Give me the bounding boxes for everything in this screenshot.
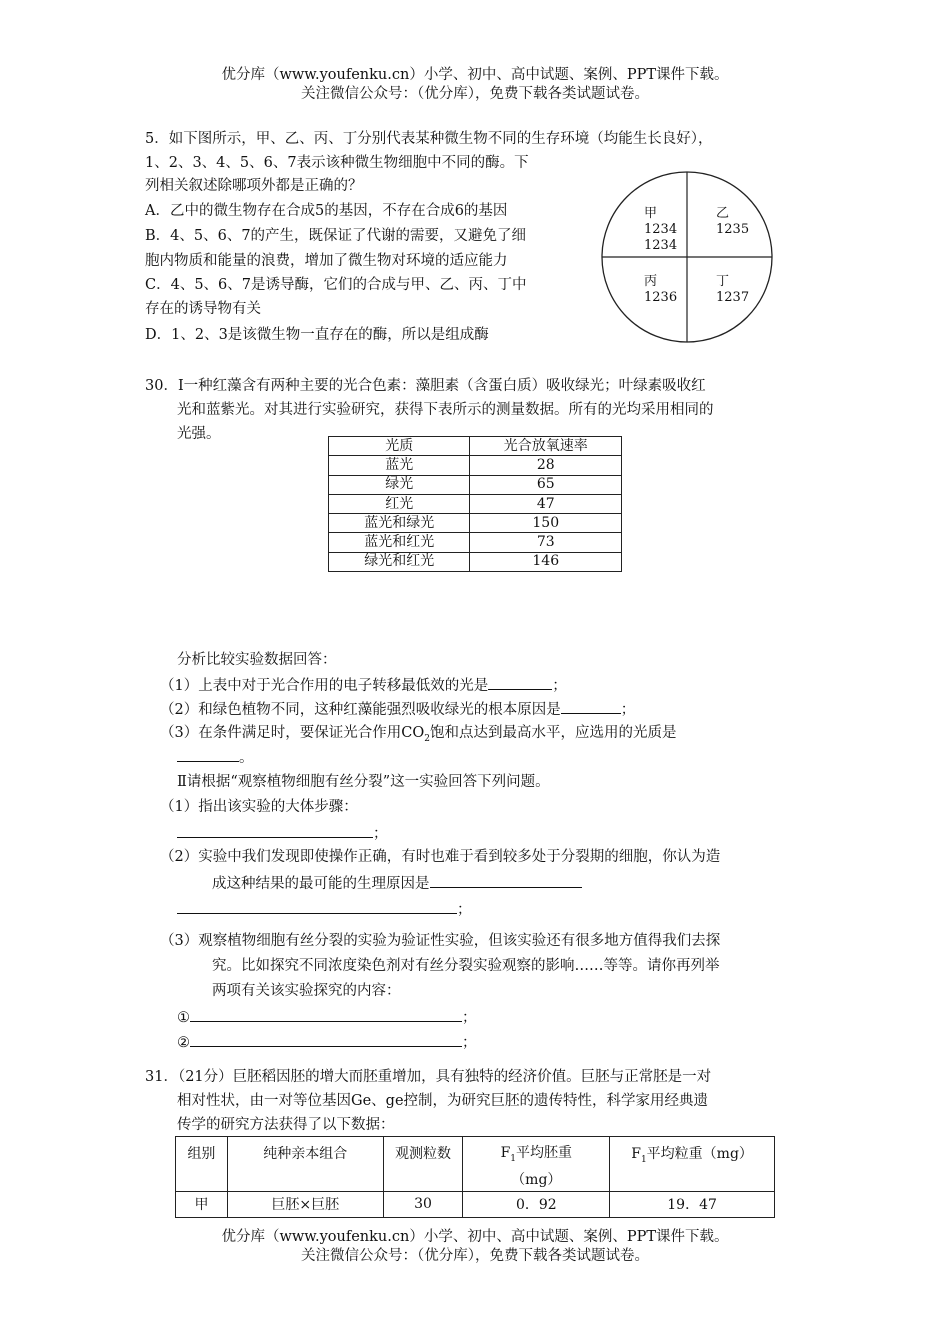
diagram-value-bing: 1236 [644, 290, 678, 305]
table-cell: 绿光 [329, 475, 470, 494]
q30-intro-line-3: 光强。 [177, 426, 221, 442]
q5-stem-line-2: 1、2、3、4、5、6、7表示该种微生物细胞中不同的酶。下 [145, 155, 529, 171]
giant-embryo-table [175, 1136, 775, 1218]
q5-option-b-line-1: B．4、5、6、7的产生，既保证了代谢的需要，又避免了细 [145, 228, 527, 244]
embryo-weight-unit: （mg） [511, 1171, 562, 1188]
table-cell: 47 [470, 494, 622, 513]
table-cell: 蓝光和红光 [329, 533, 470, 552]
table-header-cell: 观测粒数 [383, 1137, 463, 1192]
subscript-2: 2 [424, 733, 430, 744]
q30-part-1-text: （1）上表中对于光合作用的电子转移最低效的光是 [160, 678, 489, 694]
q30-section-ii-title: Ⅱ请根据“观察植物细胞有丝分裂”这一实验回答下列问题。 [177, 774, 550, 790]
diagram-label-ding: 丁 [716, 274, 730, 289]
diagram-value-ding: 1237 [716, 290, 750, 305]
f1-prefix: F [500, 1145, 511, 1161]
answer-blank[interactable] [190, 1006, 462, 1022]
semicolon: ； [462, 1010, 477, 1026]
table-cell: 30 [383, 1191, 463, 1217]
q30-intro-line-1: 30．Ⅰ一种红藻含有两种主要的光合色素：藻胆素（含蛋白质）吸收绿光；叶绿素吸收红 [145, 378, 706, 394]
f1-prefix: F [631, 1146, 641, 1162]
answer-blank[interactable] [430, 872, 582, 888]
semicolon: ； [457, 902, 472, 918]
semicolon: ； [462, 1035, 477, 1051]
table-row [329, 514, 622, 533]
q30-intro-line-2: 光和蓝紫光。对其进行实验研究，获得下表所示的测量数据。所有的光均采用相同的 [177, 402, 714, 418]
q30-part-3-text-a: （3）在条件满足时，要保证光合作用CO [160, 725, 425, 741]
answer-blank[interactable] [177, 822, 373, 838]
q30-ii-part-3-line-2: 究。比如探究不同浓度染色剂对有丝分裂实验观察的影响……等等。请你再列举 [212, 958, 720, 974]
answer-blank[interactable] [488, 674, 552, 690]
table-cell: 28 [470, 456, 622, 475]
q30-ii-part-1: （1）指出该实验的大体步骤： [160, 799, 358, 815]
semicolon: ； [552, 678, 567, 694]
q31-stem-line-3: 传学的研究方法获得了以下数据： [177, 1117, 395, 1133]
header-line-2: 关注微信公众号：（优分库），免费下载各类试题试卷。 [301, 86, 649, 102]
table-cell: 绿光和红光 [329, 552, 470, 571]
q30-part-2-text: （2）和绿色植物不同，这种红藻能强烈吸收绿光的根本原因是 [160, 702, 561, 718]
table-header-cell: 纯种亲本组合 [227, 1137, 383, 1192]
embryo-weight-header: 平均胚重 [516, 1145, 573, 1161]
diagram-label-jia: 甲 [644, 206, 658, 221]
q30-part-3-text-b: 饱和点达到最高水平，应选用的光质是 [429, 725, 677, 741]
diagram-value-jia-2: 1234 [644, 238, 678, 253]
q30-ii-part-3-line-1: （3）观察植物细胞有丝分裂的实验为验证性实验，但该实验还有很多地方值得我们去探 [160, 933, 721, 949]
table-header-cell: 组别 [176, 1137, 228, 1192]
q30-analyze-prompt: 分析比较实验数据回答： [177, 652, 337, 668]
table-cell: 甲 [176, 1191, 228, 1217]
answer-blank[interactable] [177, 746, 239, 762]
q30-part-2 [160, 698, 635, 721]
table-header-row [329, 437, 622, 456]
footer-line-2: 关注微信公众号：（优分库），免费下载各类试题试卷。 [301, 1248, 649, 1264]
table-row [329, 552, 622, 571]
f1-subscript: 1 [510, 1153, 517, 1164]
q31-stem-line-2: 相对性状，由一对等位基因Ge、ge控制，为研究巨胚的遗传特性，科学家用经典遗 [177, 1093, 709, 1109]
grain-weight-header: 平均粒重（mg） [646, 1146, 753, 1162]
table-cell: 150 [470, 514, 622, 533]
semicolon: ； [373, 826, 388, 842]
q30-ii-part-3-item-1 [177, 1006, 477, 1029]
table-cell: 蓝光和绿光 [329, 514, 470, 533]
semicolon: ； [620, 702, 636, 718]
diagram-value-yi: 1235 [716, 222, 750, 237]
period: 。 [239, 750, 254, 766]
table-cell: 蓝光 [329, 456, 470, 475]
table-cell: 146 [470, 552, 622, 571]
q5-option-d: D．1、2、3是该微生物一直存在的酶，所以是组成酶 [145, 327, 489, 343]
light-quality-table [328, 436, 622, 572]
q31-stem-line-1: 31．（21分）巨胚稻因胚的增大而胚重增加，具有独特的经济价值。巨胚与正常胚是一对 [145, 1069, 712, 1085]
q5-stem-line-3: 列相关叙述除哪项外都是正确的？ [145, 178, 363, 194]
table-header-cell: 光合放氧速率 [470, 437, 622, 456]
f1-subscript: 1 [640, 1154, 647, 1165]
q5-option-c-line-1: C．4、5、6、7是诱导酶，它们的合成与甲、乙、丙、丁中 [145, 277, 527, 293]
diagram-label-bing: 丙 [644, 274, 658, 289]
q30-part-1 [160, 674, 567, 697]
q5-option-c-line-2: 存在的诱导物有关 [145, 301, 261, 317]
table-row [176, 1191, 775, 1217]
table-row [329, 533, 622, 552]
answer-blank[interactable] [190, 1031, 462, 1047]
header-line-1: 优分库（www.youfenku.cn）小学、初中、高中试题、案例、PPT课件下载。 [221, 67, 729, 83]
q5-option-a: A．乙中的微生物存在合成5的基因，不存在合成6的基因 [145, 203, 508, 219]
table-row [329, 475, 622, 494]
table-row [329, 456, 622, 475]
q30-ii-part-2-line-2 [212, 872, 582, 895]
q5-stem-line-1: 5．如下图所示，甲、乙、丙、丁分别代表某种微生物不同的生存环境（均能生长良好）， [145, 131, 713, 147]
table-header-row [176, 1137, 775, 1192]
diagram-value-jia-1: 1234 [644, 222, 678, 237]
footer-line-1: 优分库（www.youfenku.cn）小学、初中、高中试题、案例、PPT课件下载。 [221, 1229, 729, 1245]
table-cell: 巨胚×巨胚 [227, 1191, 383, 1217]
circled-two: ② [177, 1035, 190, 1051]
q5-option-b-line-2: 胞内物质和能量的浪费，增加了微生物对环境的适应能力 [145, 253, 508, 269]
answer-blank[interactable] [561, 698, 621, 714]
answer-blank[interactable] [177, 898, 457, 914]
table-header-cell [463, 1137, 610, 1192]
diagram-label-yi: 乙 [716, 206, 730, 221]
q30-ii-part-3-item-2 [177, 1031, 477, 1054]
table-cell: 65 [470, 475, 622, 494]
q30-ii-part-2-line-1: （2）实验中我们发现即使操作正确，有时也难于看到较多处于分裂期的细胞，你认为造 [160, 849, 721, 865]
table-header-cell [610, 1137, 775, 1192]
q30-ii-part-2-answer [177, 898, 472, 921]
q30-ii-part-3-line-3: 两项有关该实验探究的内容： [212, 983, 401, 999]
table-cell: 红光 [329, 494, 470, 513]
q30-ii-part-1-answer [177, 822, 388, 845]
q30-part-3-answer-line [177, 746, 254, 769]
q30-ii-part-2-text: 成这种结果的最可能的生理原因是 [212, 876, 430, 892]
table-cell: 19．47 [610, 1191, 775, 1217]
table-row [329, 494, 622, 513]
circled-one: ① [177, 1010, 190, 1026]
table-cell: 0．92 [463, 1191, 610, 1217]
table-header-cell: 光质 [329, 437, 470, 456]
table-cell: 73 [470, 533, 622, 552]
environment-circle-diagram [600, 170, 775, 345]
